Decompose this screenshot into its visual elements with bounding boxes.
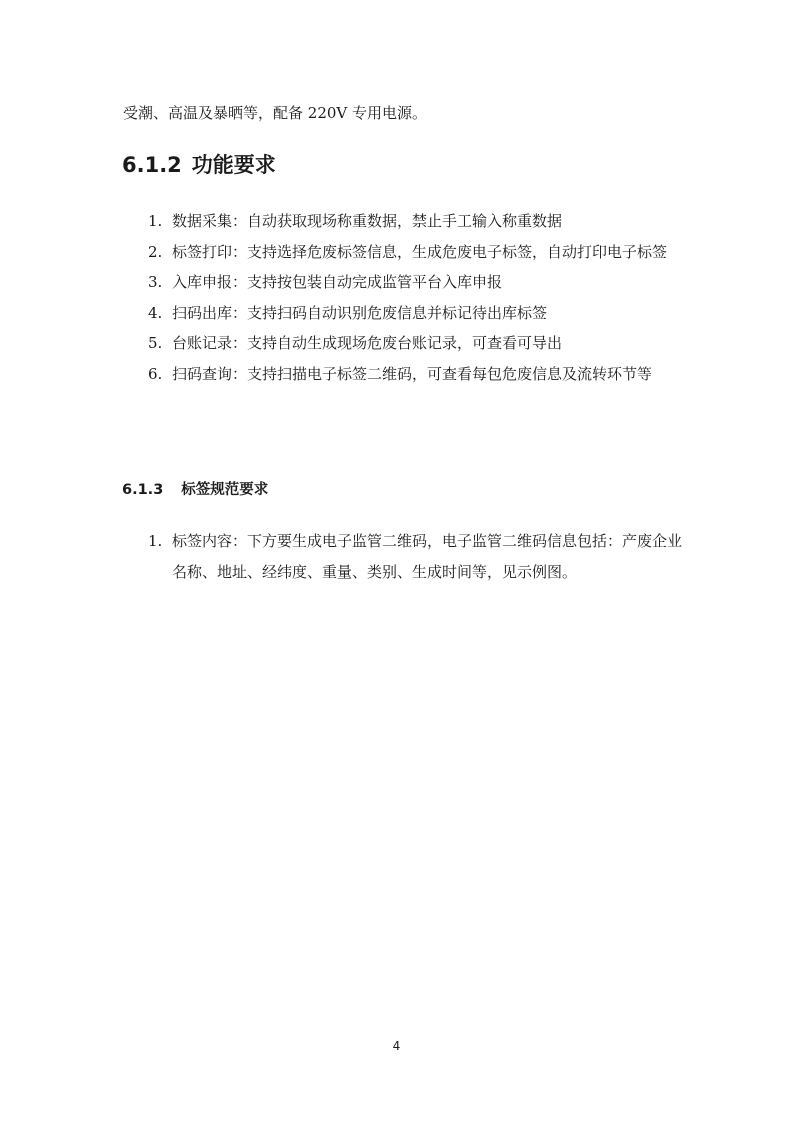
- list-item-index: 4.: [148, 303, 163, 322]
- list-item: [148, 526, 688, 587]
- section-heading-6-1-2: [122, 148, 276, 182]
- label-spec-requirements-list: [148, 526, 688, 587]
- section-number: 6.1.3: [122, 482, 164, 498]
- list-item-text: 台账记录：支持自动生成现场危废台账记录，可查看可导出: [172, 334, 563, 352]
- intro-paragraph: 受潮、高温及暴晒等，配备 220V 专用电源。: [123, 104, 428, 122]
- list-item-text: 扫码出库：支持扫码自动识别危废信息并标记待出库标签: [172, 303, 548, 322]
- section-title: 标签规范要求: [181, 482, 269, 498]
- function-requirements-list: [148, 206, 688, 389]
- list-item: [148, 206, 688, 237]
- list-item-index: 3.: [148, 273, 163, 291]
- page-number: 4: [392, 1039, 401, 1053]
- list-item-index: 1.: [148, 532, 163, 550]
- list-item-index: 1.: [148, 212, 163, 230]
- section-title: 功能要求: [191, 153, 276, 177]
- list-item: [148, 359, 688, 390]
- list-item: [148, 328, 688, 359]
- list-item-index: 6.: [148, 364, 163, 383]
- list-item-text: 标签内容：下方要生成电子监管二维码，电子监管二维码信息包括：产废企业名称、地址、经纬度、重量、类别、生成时间等，见示例图。: [172, 532, 683, 581]
- list-item: [148, 298, 688, 329]
- section-heading-6-1-3: [122, 478, 268, 502]
- list-item-text: 数据采集：自动获取现场称重数据，禁止手工输入称重数据: [172, 212, 563, 230]
- section-number: 6.1.2: [122, 153, 182, 177]
- list-item-text: 扫码查询：支持扫描电子标签二维码，可查看每包危废信息及流转环节等: [172, 364, 653, 383]
- list-item-text: 标签打印：支持选择危废标签信息，生成危废电子标签，自动打印电子标签: [172, 242, 668, 261]
- list-item-index: 5.: [148, 334, 163, 352]
- list-item-index: 2.: [148, 242, 163, 261]
- list-item: [148, 267, 688, 298]
- list-item-text: 入库申报：支持按包装自动完成监管平台入库申报: [172, 273, 503, 291]
- list-item: [148, 237, 688, 268]
